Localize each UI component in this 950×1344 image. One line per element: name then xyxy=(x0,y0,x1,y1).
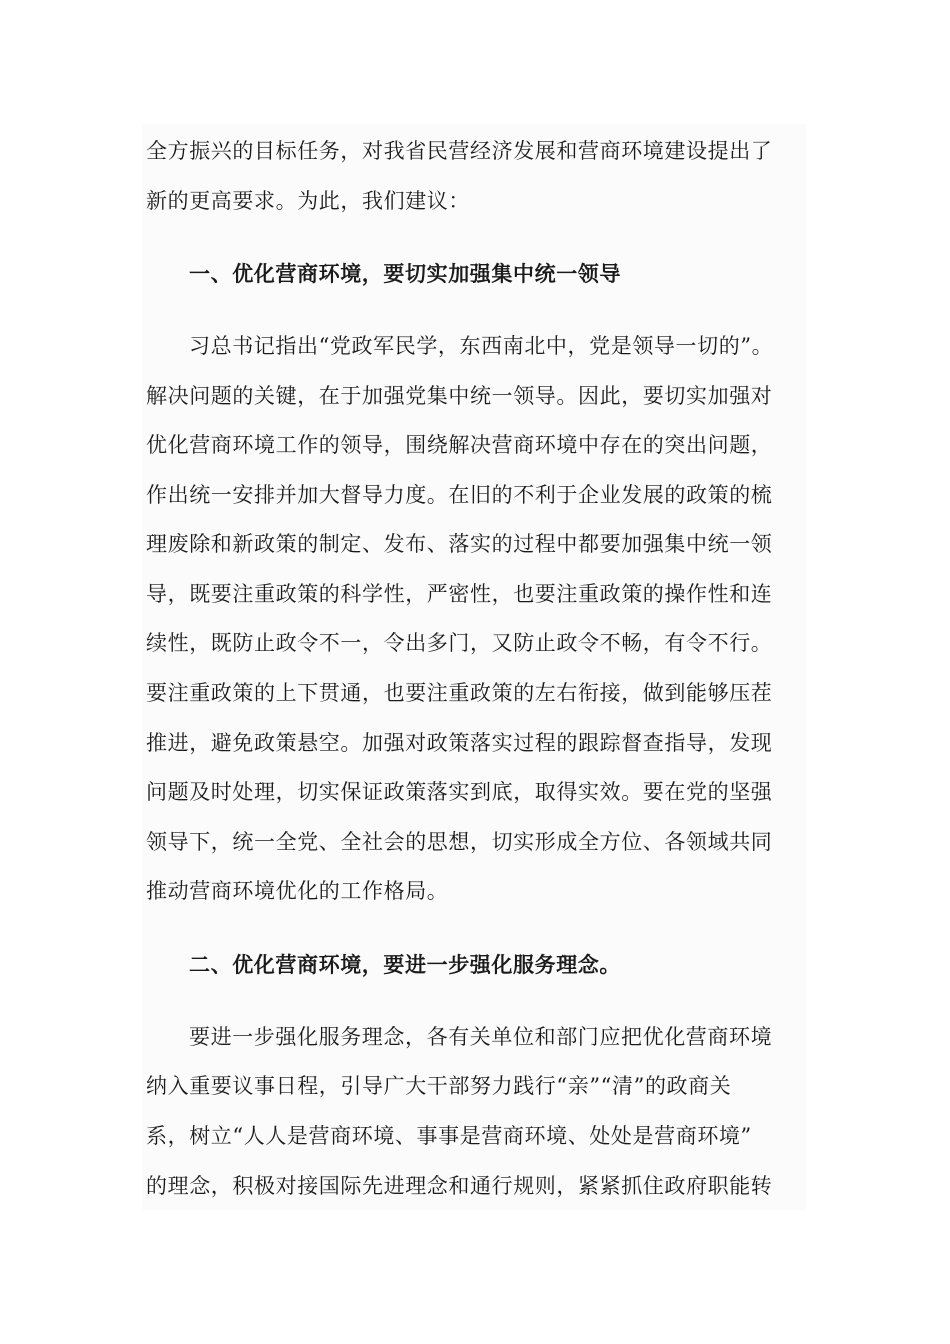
section-1-line-9: 推进，避免政策悬空。加强对政策落实过程的跟踪督查指导，发现 xyxy=(146,731,773,755)
section-1-line-3: 优化营商环境工作的领导，围绕解决营商环境中存在的突出问题， xyxy=(146,433,773,457)
section-2-line-4: 的理念，积极对接国际先进理念和通行规则，紧紧抓住政府职能转 xyxy=(146,1174,773,1198)
section-1-line-10: 问题及时处理，切实保证政策落实到底，取得实效。要在党的坚强 xyxy=(146,780,773,804)
section-1-heading: 一、优化营商环境，要切实加强集中统一领导 xyxy=(189,261,621,286)
intro-line-2: 新的更高要求。为此，我们建议： xyxy=(146,189,470,213)
section-2-heading: 二、优化营商环境，要进一步强化服务理念。 xyxy=(189,952,621,977)
section-1-line-8: 要注重政策的上下贯通，也要注重政策的左右衔接，做到能够压茬 xyxy=(146,681,773,705)
section-2-line-2: 纳入重要议事日程，引导广大干部努力践行“亲”“清”的政商关 xyxy=(146,1074,732,1098)
section-1-line-1: 习总书记指出“党政军民学，东西南北中，党是领导一切的”。 xyxy=(189,334,774,358)
section-1-line-5: 理废除和新政策的制定、发布、落实的过程中都要加强集中统一领 xyxy=(146,532,773,556)
section-1-line-6: 导，既要注重政策的科学性，严密性，也要注重政策的操作性和连 xyxy=(146,582,773,606)
section-1-line-12: 推动营商环境优化的工作格局。 xyxy=(146,879,449,903)
section-1-line-11: 领导下，统一全党、全社会的思想，切实形成全方位、各领域共同 xyxy=(146,830,773,854)
intro-line-1: 全方振兴的目标任务，对我省民营经济发展和营商环境建设提出了 xyxy=(146,139,773,163)
section-1-line-4: 作出统一安排并加大督导力度。在旧的不利于企业发展的政策的梳 xyxy=(146,483,773,507)
section-2-line-1: 要进一步强化服务理念，各有关单位和部门应把优化营商环境 xyxy=(189,1025,773,1049)
section-2-line-3: 系，树立“人人是营商环境、事事是营商环境、处处是营商环境” xyxy=(146,1124,752,1148)
section-1-line-7: 续性，既防止政令不一，令出多门，又防止政令不畅，有令不行。 xyxy=(146,631,773,655)
section-1-line-2: 解决问题的关键，在于加强党集中统一领导。因此，要切实加强对 xyxy=(146,384,773,408)
